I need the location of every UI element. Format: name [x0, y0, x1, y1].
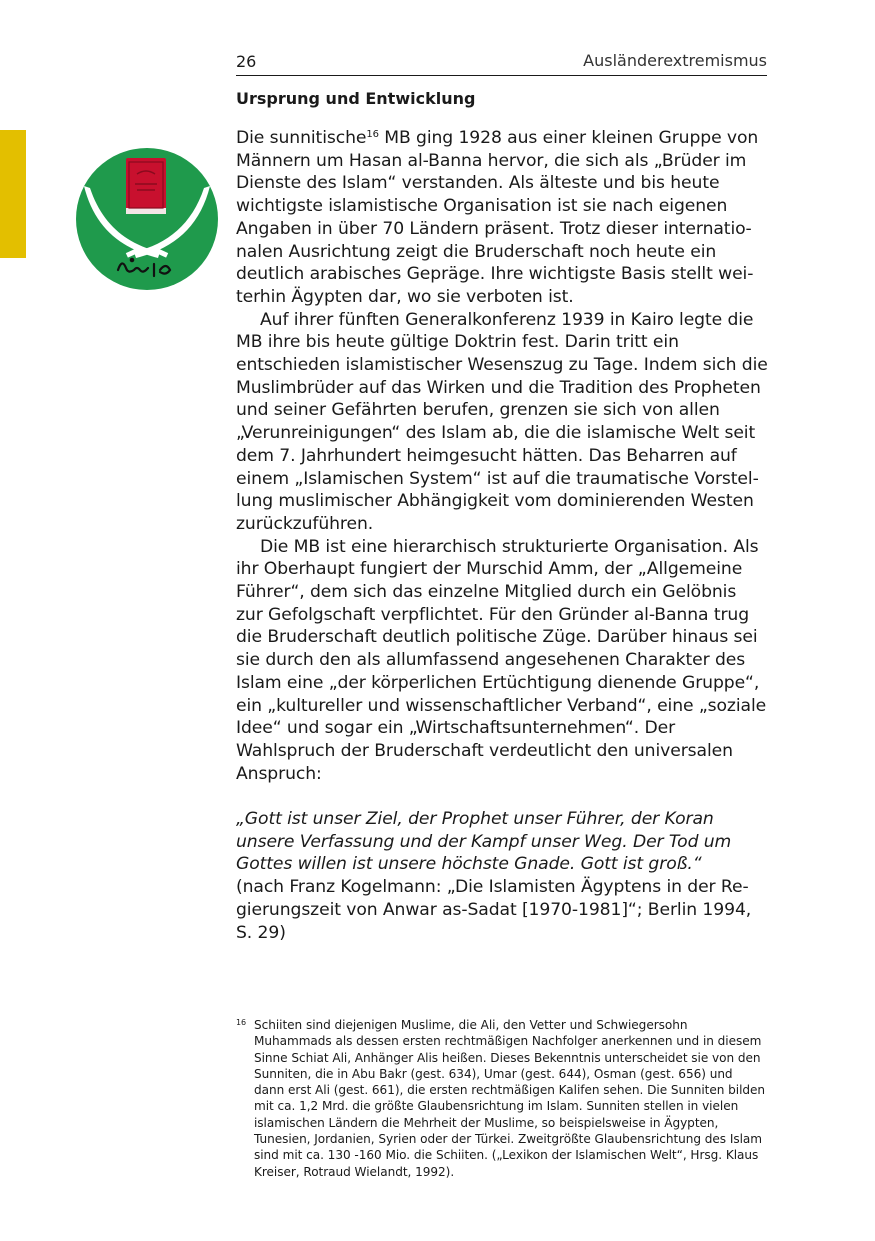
section-title: Ursprung und Entwicklung	[236, 89, 476, 108]
footnote-text: Schiiten sind diejenigen Muslime, die Ali, den Vetter und Schwiegersohn Muhammads als dessen ersten rechtmäßigen Nachfolger anerkennen und in diesem Sinne Schiat Ali, Anhänger Alis heißen. Dieses Bekenntnis unterscheidet sie von den Sunniten, die in Abu Bakr (gest. 634), Umar (gest. 644), Osman (gest. 656) und dann erst Ali (gest. 661), die ersten rechtmäßigen Kalifen sehen. Die Sunniten bilden mit ca. 1,2 Mrd. die größte Glaubensrichtung im Islam. Sunniten stellen in vielen islamischen Ländern die Mehrheit der Muslime, so beispielsweise in Ägypten, Tunesien, Jordanien, Syrien oder der Türkei. Zweitgrößte Glaubensrichtung des Islam sind mit ca. 130 -160 Mio. die Schiiten. („Lexikon der Islamischen Welt“, Hrsg. Klaus Kreiser, Rotraud Wielandt, 1992).	[254, 1018, 766, 1179]
muslim-brotherhood-emblem-icon	[74, 146, 220, 292]
footnote-mark: 16	[236, 1018, 247, 1027]
paragraph: Auf ihrer fünften Generalkonferenz 1939 in Kairo legte die MB ihre bis heute gültige Doktrin fest. Darin tritt ein entschieden islamistischer Wesenszug zu Tage. Indem sich die Muslimbrüder auf das Wirken und die Tradition des Propheten und seiner Gefährten berufen, grenzen sie sich von allen „Verunreinigungen“ des Islam ab, die die islamische Welt seit dem 7. Jahrhundert heimgesucht hätten. Das Beharren auf einem „Islamischen System“ ist auf die traumatische Vorstellung muslimischer Abhängigkeit vom dominierenden Westen zurückzuführen.	[236, 309, 768, 534]
book-icon	[126, 158, 166, 214]
motto-quote	[236, 808, 768, 944]
running-title: Ausländerextremismus	[583, 51, 767, 70]
chapter-color-tab	[0, 130, 26, 258]
quote-text: „Gott ist unser Ziel, der Prophet unser Führer, der Koran unsere Verfassung und der Kampf unser Weg. Der Tod um Gottes willen ist unsere höchste Gnade. Gott ist groß.“	[236, 809, 732, 875]
quote-source: (nach Franz Kogelmann: „Die Islamisten Ägyptens in der Regierungszeit von Anwar as-Sadat [1970-1981]“; Berlin 1994, S. 29)	[236, 877, 752, 943]
header-rule	[236, 75, 767, 76]
page-number: 26	[236, 52, 257, 71]
footnote	[236, 1017, 766, 1180]
footnote-reference[interactable]: 16	[366, 129, 379, 140]
paragraph: Die MB ist eine hierarchisch strukturierte Organisation. Als ihr Oberhaupt fungiert der Murschid Amm, der „Allgemeine Führer“, dem sich das einzelne Mitglied durch ein Gelöbnis zur Gefolgschaft verpflichtet. Für den Gründer al-Banna trug die Bruderschaft deutlich politische Züge. Darüber hinaus sei sie durch den als allumfassend angesehenen Charakter des Islam eine „der körperlichen Ertüchtigung dienende Gruppe“, ein „kultureller und wissenschaftlicher Verband“, eine „soziale Idee“ und sogar ein „Wirtschaftsunternehmen“. Der Wahlspruch der Bruderschaft verdeutlicht den universalen Anspruch:	[236, 536, 767, 784]
paragraph: Die sunnitische$^{16}$ MB ging 1928 aus einer kleinen Gruppe von Männern um Hasan al-Banna hervor, die sich als „Brüder im Dienste des Islam“ verstanden. Als älteste und bis heute wichtigste islamistische Organisation ist sie nach eigenen Angaben in über 70 Ländern präsent. Trotz dieser internationalen Ausrichtung zeigt die Bruderschaft noch heute ein deutlich arabisches Gepräge. Ihre wichtigste Basis stellt weiterhin Ägypten dar, wo sie verboten ist.	[236, 128, 759, 307]
body-text	[236, 127, 768, 944]
